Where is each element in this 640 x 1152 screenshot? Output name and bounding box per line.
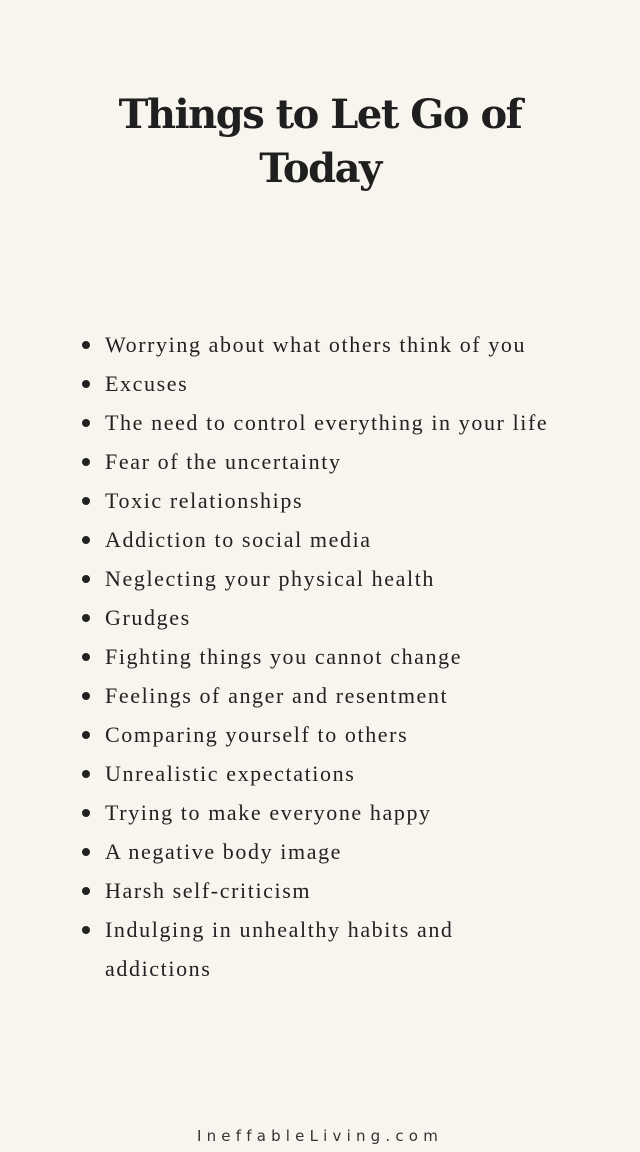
title-line-2: Today [259,145,381,192]
list-item [78,910,525,988]
bullet-icon [82,458,90,466]
list-item-text: Neglecting your physical health [105,566,436,591]
list-item-text: Comparing yourself to others [105,722,409,747]
list-item-text: Trying to make everyone happy [105,800,432,825]
list-item [78,559,578,598]
list-item-text: A negative body image [105,839,343,864]
list-item [78,871,578,910]
list-item-text: Addiction to social media [105,527,372,552]
list-item-text: Fear of the uncertainty [105,449,342,474]
list-item-text: Harsh self-criticism [105,878,312,903]
list-item-text: Worrying about what others think of you [105,332,527,357]
bullet-icon [82,926,90,934]
bullet-icon [82,419,90,427]
bullet-icon [82,692,90,700]
list-item-text: The need to control everything in your life [105,410,549,435]
list-item-text: Indulging in unhealthy habits and addictions [105,917,454,981]
list-item-text: Excuses [105,371,189,396]
list-item [78,676,578,715]
title-line-1: Things to Let Go of [118,91,522,138]
let-go-list [78,325,578,988]
page-title [0,88,640,196]
list-item [78,403,555,442]
bullet-icon [82,887,90,895]
list-item [78,442,578,481]
bullet-icon [82,809,90,817]
list-item [78,793,578,832]
list-item [78,715,578,754]
bullet-icon [82,536,90,544]
list-item [78,598,578,637]
bullet-icon [82,380,90,388]
list-item [78,325,578,364]
site-watermark: IneffableLiving.com [196,1127,444,1145]
bullet-icon [82,848,90,856]
list-item-text: Feelings of anger and resentment [105,683,449,708]
bullet-icon [82,731,90,739]
list-item [78,832,578,871]
list-item-text: Unrealistic expectations [105,761,356,786]
list-item-text: Fighting things you cannot change [105,644,463,669]
bullet-icon [82,341,90,349]
list-item [78,481,578,520]
list-item-text: Toxic relationships [105,488,304,513]
bullet-icon [82,497,90,505]
list-item [78,364,578,403]
bullet-icon [82,614,90,622]
bullet-icon [82,575,90,583]
list-item [78,637,578,676]
bullet-icon [82,770,90,778]
list-item [78,520,578,559]
bullet-icon [82,653,90,661]
list-item-text: Grudges [105,605,191,630]
list-item [78,754,578,793]
